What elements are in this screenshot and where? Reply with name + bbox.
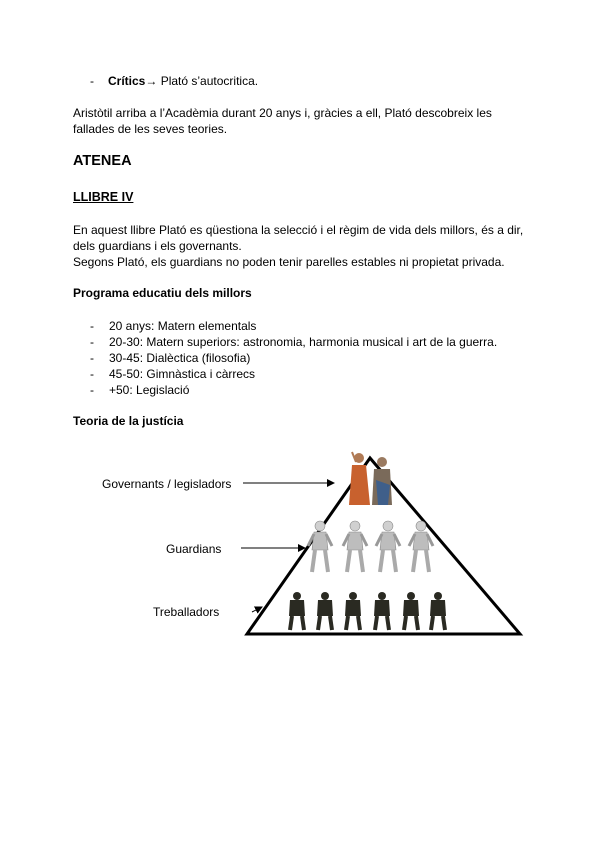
label-treballadors: Treballadors xyxy=(153,605,220,619)
list-dash: - xyxy=(90,335,94,349)
list-dash: - xyxy=(90,351,94,365)
list-item-text: 20 anys: Matern elementals xyxy=(109,319,257,333)
justice-pyramid-diagram xyxy=(0,440,600,650)
list-item-text: 30-45: Dialèctica (filosofia) xyxy=(109,351,251,365)
heading-programa: Programa educatiu dels millors xyxy=(73,286,252,300)
label-governants: Governants / legisladors xyxy=(102,477,232,491)
guardians-figures-icon xyxy=(308,521,433,572)
list-item-text: +50: Legislació xyxy=(109,383,190,397)
paragraph-llibre-line3: Segons Plató, els guardians no poden tenir parelles estables ni propietat privada. xyxy=(73,255,505,269)
paragraph-aristotil-line1: Aristòtil arriba a l’Acadèmia durant 20 anys i, gràcies a ell, Plató descobreix les xyxy=(73,106,492,120)
list-dash: - xyxy=(90,319,94,333)
critics-line xyxy=(108,73,258,89)
bullet-dash: - xyxy=(90,74,94,88)
heading-teoria: Teoria de la justícia xyxy=(73,414,184,428)
list-dash: - xyxy=(90,367,94,381)
list-dash: - xyxy=(90,383,94,397)
paragraph-llibre-line1: En aquest llibre Plató es qüestiona la selecció i el règim de vida dels millors, és a dir, xyxy=(73,223,524,237)
treballadors-figures-icon xyxy=(289,592,446,630)
critics-text: → Plató s’autocritica. xyxy=(145,74,259,88)
paragraph-aristotil-line2: fallades de les seves teories. xyxy=(73,122,228,136)
heading-llibre-iv: LLIBRE IV xyxy=(73,190,134,204)
list-item-text: 45-50: Gimnàstica i càrrecs xyxy=(109,367,256,381)
label-guardians: Guardians xyxy=(166,542,222,556)
arrow-treballadors xyxy=(252,607,262,612)
critics-label: Crítics xyxy=(108,74,146,88)
list-item-text: 20-30: Matern superiors: astronomia, harmonia musical i art de la guerra. xyxy=(109,335,498,349)
heading-atenea: ATENEA xyxy=(73,153,132,169)
paragraph-llibre-line2: dels guardians i els governants. xyxy=(73,239,242,253)
